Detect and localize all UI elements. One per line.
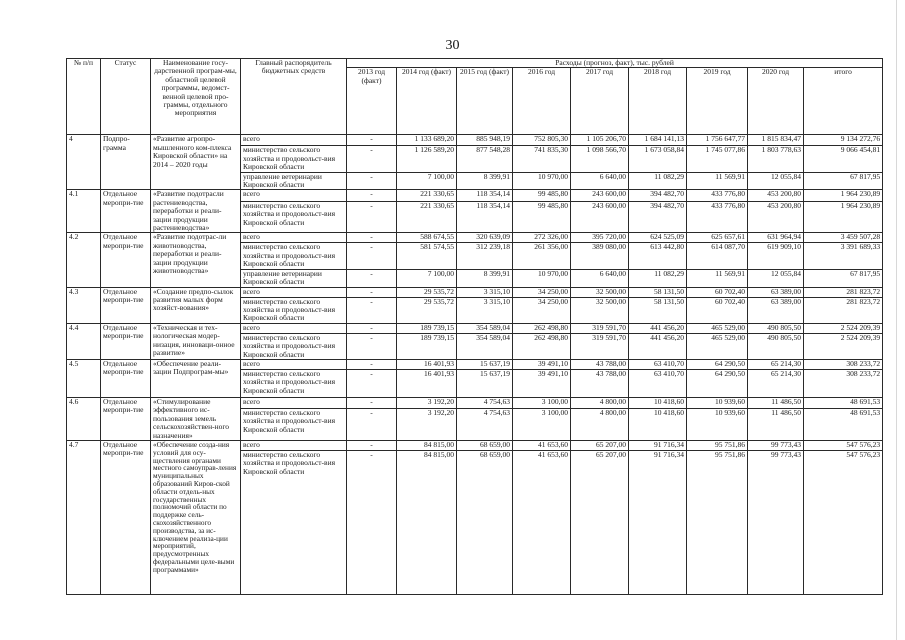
year-value: 68 659,00 (457, 450, 513, 594)
year-value: 32 500,00 (571, 287, 629, 297)
year-2013-value: - (347, 287, 397, 297)
year-value: 625 657,61 (687, 233, 748, 243)
header-year: 2017 год (571, 68, 629, 135)
year-value: 1 745 077,86 (687, 146, 748, 172)
year-value: 877 548,28 (457, 146, 513, 172)
year-value: 613 442,80 (629, 243, 687, 269)
year-value: 65 214,30 (748, 369, 804, 397)
year-value: 29 535,72 (397, 297, 457, 323)
year-value: 68 659,00 (457, 440, 513, 450)
row-program-name: «Создание предпо-сылок развития малых форм хозяйст-вования» (151, 287, 241, 323)
year-2013-value: - (347, 440, 397, 450)
page-number: 30 (445, 38, 460, 53)
year-value: 441 456,20 (629, 333, 687, 359)
year-value: 1 133 689,20 (397, 135, 457, 146)
row-status: Отдельное меропри-тие (101, 397, 151, 440)
header-expenses: Расходы (прогноз, факт), тыс. рублей (347, 59, 883, 68)
year-value: 65 207,00 (571, 440, 629, 450)
header-program-name: Наименование госу-дарственной програм-мы, областной целевой программы, ведомст-венной целевой про-граммы, отдельного мероприятия (151, 59, 241, 135)
budget-manager: всего (241, 287, 347, 297)
year-value: 29 535,72 (397, 287, 457, 297)
total-value: 547 576,23 (804, 450, 883, 594)
year-value: 34 250,00 (513, 287, 571, 297)
year-value: 490 805,50 (748, 333, 804, 359)
year-value: 7 100,00 (397, 172, 457, 190)
total-value: 1 964 230,89 (804, 190, 883, 201)
year-value: 631 964,94 (748, 233, 804, 243)
year-2013-value: - (347, 359, 397, 369)
year-2013-value: - (347, 233, 397, 243)
year-value: 1 126 589,20 (397, 146, 457, 172)
year-value: 58 131,50 (629, 287, 687, 297)
year-value: 319 591,70 (571, 333, 629, 359)
year-value: 11 082,29 (629, 172, 687, 190)
table-row (67, 323, 883, 333)
year-value: 624 525,09 (629, 233, 687, 243)
year-2013-value: - (347, 146, 397, 172)
year-value: 10 939,60 (687, 408, 748, 440)
year-value: 394 482,70 (629, 201, 687, 233)
year-value: 1 105 206,70 (571, 135, 629, 146)
row-program-name: «Обеспечение реали-зации Подпрограм-мы» (151, 359, 241, 397)
year-value: 11 569,91 (687, 269, 748, 287)
total-value: 1 964 230,89 (804, 201, 883, 233)
year-value: 4 754,63 (457, 397, 513, 408)
total-value: 2 524 209,39 (804, 333, 883, 359)
year-value: 441 456,20 (629, 323, 687, 333)
year-value: 189 739,15 (397, 323, 457, 333)
total-value: 48 691,53 (804, 408, 883, 440)
header-year: 2014 год (факт) (397, 68, 457, 135)
row-number: 4.1 (67, 190, 101, 233)
year-value: 63 410,70 (629, 359, 687, 369)
year-value: 60 702,40 (687, 287, 748, 297)
year-value: 221 330,65 (397, 190, 457, 201)
table-row (67, 135, 883, 146)
budget-manager: министерство сельского хозяйства и продовольст-вия Кировской области (241, 369, 347, 397)
year-value: 39 491,10 (513, 359, 571, 369)
year-value: 354 589,04 (457, 323, 513, 333)
header-year: 2016 год (513, 68, 571, 135)
year-value: 1 673 058,84 (629, 146, 687, 172)
year-value: 3 315,10 (457, 287, 513, 297)
year-value: 1 684 141,13 (629, 135, 687, 146)
year-value: 3 192,20 (397, 408, 457, 440)
year-value: 389 080,00 (571, 243, 629, 269)
year-value: 84 815,00 (397, 450, 457, 594)
year-value: 10 970,00 (513, 269, 571, 287)
year-value: 16 401,93 (397, 369, 457, 397)
year-value: 465 529,00 (687, 333, 748, 359)
row-program-name: «Развитие подотрас-ли животноводства, переработки и реали-зации продукции животноводства» (151, 233, 241, 287)
year-value: 10 418,60 (629, 408, 687, 440)
year-value: 63 389,00 (748, 297, 804, 323)
year-value: 39 491,10 (513, 369, 571, 397)
budget-manager: управление ветеринарии Кировской области (241, 269, 347, 287)
year-value: 10 418,60 (629, 397, 687, 408)
year-2013-value: - (347, 333, 397, 359)
year-2013-value: - (347, 397, 397, 408)
year-value: 63 410,70 (629, 369, 687, 397)
year-value: 262 498,80 (513, 333, 571, 359)
table-row (67, 397, 883, 408)
year-2013-value: - (347, 243, 397, 269)
total-value: 547 576,23 (804, 440, 883, 450)
total-value: 2 524 209,39 (804, 323, 883, 333)
year-value: 3 100,00 (513, 397, 571, 408)
table-row (67, 287, 883, 297)
year-value: 10 939,60 (687, 397, 748, 408)
row-number: 4.2 (67, 233, 101, 287)
year-value: 64 290,50 (687, 359, 748, 369)
year-2013-value: - (347, 369, 397, 397)
year-value: 243 600,00 (571, 190, 629, 201)
row-status: Отдельное меропри-тие (101, 359, 151, 397)
year-value: 453 200,80 (748, 190, 804, 201)
budget-manager: министерство сельского хозяйства и продовольст-вия Кировской области (241, 408, 347, 440)
year-value: 395 720,00 (571, 233, 629, 243)
row-status: Отдельное меропри-тие (101, 287, 151, 323)
year-value: 885 948,19 (457, 135, 513, 146)
total-value: 67 817,95 (804, 269, 883, 287)
year-value: 1 815 834,47 (748, 135, 804, 146)
year-value: 118 354,14 (457, 190, 513, 201)
year-value: 189 739,15 (397, 333, 457, 359)
year-value: 4 800,00 (571, 397, 629, 408)
year-value: 34 250,00 (513, 297, 571, 323)
year-value: 43 788,00 (571, 359, 629, 369)
year-value: 614 087,70 (687, 243, 748, 269)
row-program-name: «Развитие агропро-мышленного ком-плекса Кировской области» на 2014 – 2020 годы (151, 135, 241, 190)
row-program-name: «Развитие подотрасли растениеводства, переработки и реали-зации продукции растениеводства» (151, 190, 241, 233)
header-year: 2013 год (факт) (347, 68, 397, 135)
year-value: 58 131,50 (629, 297, 687, 323)
header-budget-manager: Главный распорядитель бюджетных средств (241, 59, 347, 135)
row-number: 4.4 (67, 323, 101, 359)
year-value: 99 773,43 (748, 450, 804, 594)
year-2013-value: - (347, 297, 397, 323)
row-status: Отдельное меропри-тие (101, 323, 151, 359)
table-row (67, 233, 883, 243)
year-2013-value: - (347, 323, 397, 333)
budget-manager: министерство сельского хозяйства и продовольст-вия Кировской области (241, 146, 347, 172)
year-value: 4 800,00 (571, 408, 629, 440)
budget-table (66, 58, 883, 595)
budget-manager: всего (241, 397, 347, 408)
year-value: 12 055,84 (748, 172, 804, 190)
year-value: 95 751,86 (687, 440, 748, 450)
table-row (67, 190, 883, 201)
year-value: 99 485,80 (513, 201, 571, 233)
year-value: 84 815,00 (397, 440, 457, 450)
budget-manager: министерство сельского хозяйства и продовольст-вия Кировской области (241, 201, 347, 233)
row-program-name: «Обеспечение созда-ния условий для осу-ществления органами местного самоуправ-ления муниципальных образований Киров-ской области отдель-ных государственных полномочий области по поддержке сель-скохозяйственного производства, за ис-ключением реализа-ции мероприятий, предусмотренных федеральными целе-выми программами» (151, 440, 241, 594)
total-value: 281 823,72 (804, 287, 883, 297)
year-value: 63 389,00 (748, 287, 804, 297)
header-total: итого (804, 68, 883, 135)
total-value: 3 459 507,28 (804, 233, 883, 243)
year-value: 394 482,70 (629, 190, 687, 201)
year-value: 1 756 647,77 (687, 135, 748, 146)
year-value: 65 214,30 (748, 359, 804, 369)
year-value: 243 600,00 (571, 201, 629, 233)
year-value: 320 639,09 (457, 233, 513, 243)
total-value: 281 823,72 (804, 297, 883, 323)
total-value: 3 391 689,33 (804, 243, 883, 269)
total-value: 9 134 272,76 (804, 135, 883, 146)
budget-manager: министерство сельского хозяйства и продовольст-вия Кировской области (241, 450, 347, 594)
header-year: 2019 год (687, 68, 748, 135)
table-header-row (67, 59, 883, 68)
year-2013-value: - (347, 408, 397, 440)
year-value: 8 399,91 (457, 269, 513, 287)
year-2013-value: - (347, 450, 397, 594)
year-2013-value: - (347, 190, 397, 201)
year-value: 433 776,80 (687, 201, 748, 233)
year-value: 272 326,00 (513, 233, 571, 243)
header-status: Статус (101, 59, 151, 135)
year-value: 12 055,84 (748, 269, 804, 287)
row-program-name: «Техническая и тех-нологическая модер-низация, инноваци-онное развитие» (151, 323, 241, 359)
total-value: 308 233,72 (804, 369, 883, 397)
row-number: 4.5 (67, 359, 101, 397)
year-value: 16 401,93 (397, 359, 457, 369)
budget-manager: всего (241, 440, 347, 450)
header-no: № п/п (67, 59, 101, 135)
year-value: 11 486,50 (748, 408, 804, 440)
row-number: 4.6 (67, 397, 101, 440)
year-value: 8 399,91 (457, 172, 513, 190)
year-value: 6 640,00 (571, 269, 629, 287)
budget-manager: министерство сельского хозяйства и продовольст-вия Кировской области (241, 297, 347, 323)
year-value: 118 354,14 (457, 201, 513, 233)
total-value: 67 817,95 (804, 172, 883, 190)
row-program-name: «Стимулирование эффективного ис-пользования земель сельскохозяйствен-ного назначения» (151, 397, 241, 440)
year-value: 7 100,00 (397, 269, 457, 287)
total-value: 48 691,53 (804, 397, 883, 408)
budget-manager: министерство сельского хозяйства и продовольст-вия Кировской области (241, 333, 347, 359)
year-value: 261 356,00 (513, 243, 571, 269)
row-status: Отдельное меропри-тие (101, 233, 151, 287)
year-value: 319 591,70 (571, 323, 629, 333)
year-2013-value: - (347, 269, 397, 287)
year-value: 588 674,55 (397, 233, 457, 243)
year-value: 3 100,00 (513, 408, 571, 440)
year-value: 41 653,60 (513, 440, 571, 450)
total-value: 9 066 454,81 (804, 146, 883, 172)
total-value: 308 233,72 (804, 359, 883, 369)
year-value: 32 500,00 (571, 297, 629, 323)
year-value: 619 909,10 (748, 243, 804, 269)
year-value: 91 716,34 (629, 440, 687, 450)
budget-manager: всего (241, 233, 347, 243)
row-status: Подпро-грамма (101, 135, 151, 190)
year-value: 43 788,00 (571, 369, 629, 397)
year-value: 15 637,19 (457, 369, 513, 397)
header-year: 2018 год (629, 68, 687, 135)
year-value: 453 200,80 (748, 201, 804, 233)
year-value: 4 754,63 (457, 408, 513, 440)
budget-manager: управление ветеринарии Кировской области (241, 172, 347, 190)
year-value: 65 207,00 (571, 450, 629, 594)
year-value: 11 569,91 (687, 172, 748, 190)
budget-manager: всего (241, 190, 347, 201)
row-number: 4.3 (67, 287, 101, 323)
year-value: 3 315,10 (457, 297, 513, 323)
table-row (67, 440, 883, 450)
row-status: Отдельное меропри-тие (101, 190, 151, 233)
table-body (67, 135, 883, 595)
year-value: 11 486,50 (748, 397, 804, 408)
year-value: 1 098 566,70 (571, 146, 629, 172)
year-value: 95 751,86 (687, 450, 748, 594)
budget-manager: всего (241, 359, 347, 369)
header-year: 2015 год (факт) (457, 68, 513, 135)
year-value: 312 239,18 (457, 243, 513, 269)
year-value: 41 653,60 (513, 450, 571, 594)
budget-manager: всего (241, 323, 347, 333)
year-value: 3 192,20 (397, 397, 457, 408)
budget-manager: всего (241, 135, 347, 146)
row-status: Отдельное меропри-тие (101, 440, 151, 594)
year-value: 262 498,80 (513, 323, 571, 333)
year-value: 99 773,43 (748, 440, 804, 450)
header-year: 2020 год (748, 68, 804, 135)
year-value: 465 529,00 (687, 323, 748, 333)
year-value: 1 803 778,63 (748, 146, 804, 172)
year-value: 581 574,55 (397, 243, 457, 269)
year-value: 221 330,65 (397, 201, 457, 233)
year-value: 99 485,80 (513, 190, 571, 201)
year-value: 64 290,50 (687, 369, 748, 397)
year-value: 15 637,19 (457, 359, 513, 369)
year-value: 6 640,00 (571, 172, 629, 190)
year-value: 752 805,30 (513, 135, 571, 146)
budget-manager: министерство сельского хозяйства и продовольст-вия Кировской области (241, 243, 347, 269)
year-2013-value: - (347, 172, 397, 190)
row-number: 4.7 (67, 440, 101, 594)
year-value: 60 702,40 (687, 297, 748, 323)
year-value: 490 805,50 (748, 323, 804, 333)
year-value: 11 082,29 (629, 269, 687, 287)
row-number: 4 (67, 135, 101, 190)
scan-edge-line (896, 0, 897, 640)
year-value: 741 835,30 (513, 146, 571, 172)
year-value: 10 970,00 (513, 172, 571, 190)
year-value: 91 716,34 (629, 450, 687, 594)
table-row (67, 359, 883, 369)
year-2013-value: - (347, 201, 397, 233)
year-value: 354 589,04 (457, 333, 513, 359)
year-value: 433 776,80 (687, 190, 748, 201)
year-2013-value: - (347, 135, 397, 146)
